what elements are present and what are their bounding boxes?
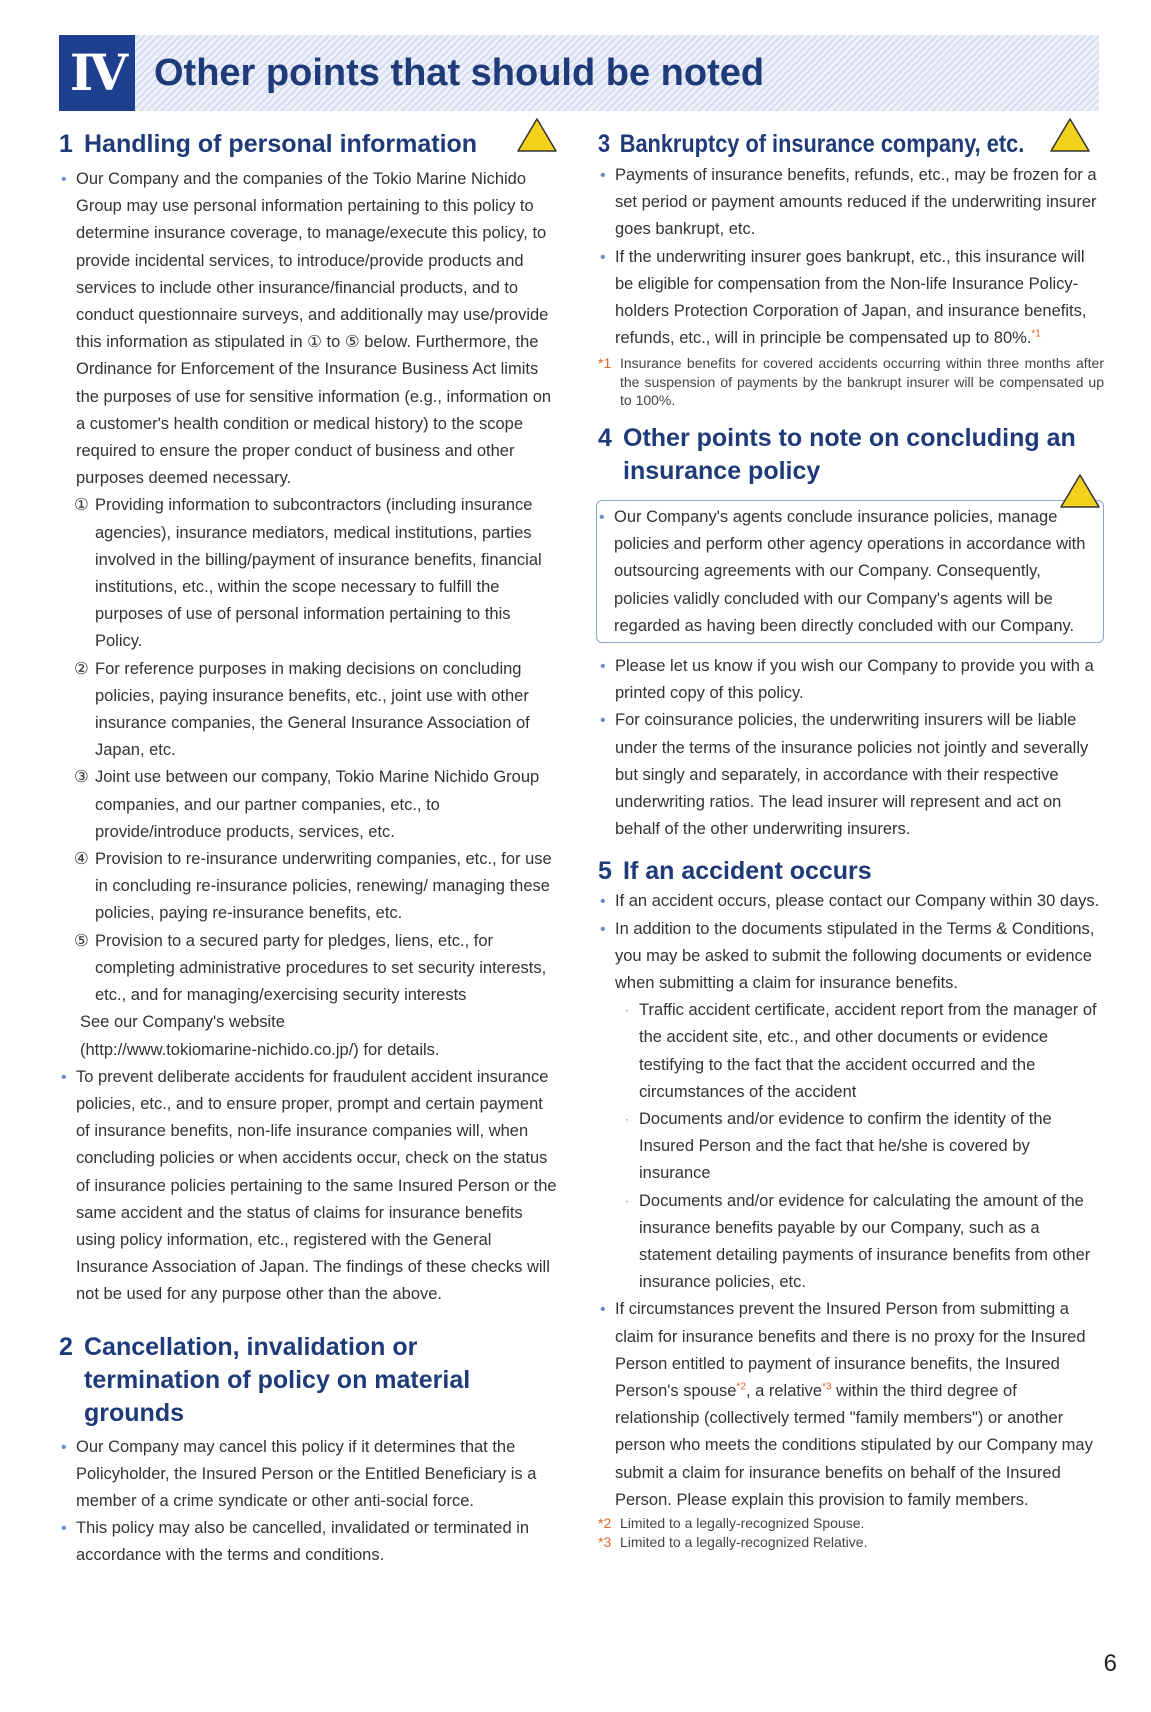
section-other-points [598,422,1104,843]
paragraph: • Payments of insurance benefits, refunds, etc., may be frozen for a set period or payment amounts reduced if the underwriting insurer goes bankrupt, etc. [600,166,1097,239]
section-heading: 4 Other points to note on concluding an insurance policy [598,423,1076,485]
list-item: ⑤ Provision to a secured party for pledges, liens, etc., for completing administrative procedures to set security interests, etc., and for managing/exercising security interests [74,931,547,1005]
paragraph: • To prevent deliberate accidents for fraudulent accident insurance policies, etc., and to ensure proper, prompt and certain payment of insurance benefits, non-life insurance companies will, when concluding policies or when accidents occur, check on the status of insurance policies pertaining to the same Insured Person or the same accident and the status of claims for insurance benefits using policy information, etc., registered with the General Insurance Association of Japan. The findings of these checks will not be used for any purpose other than the above. [61,1067,557,1304]
section-bankruptcy [598,128,1104,161]
footnote: *2 Limited to a legally-recognized Spouse. [598,1515,865,1532]
page-title: Other points that should be noted [154,52,765,94]
list-item: ③ Joint use between our company, Tokio Marine Nichido Group companies, and our partner companies, etc., to provide/introduce products, services, etc. [74,768,540,841]
website-link[interactable]: (http://www.tokiomarine-nichido.co.jp/) for details. [80,1040,440,1059]
website-note: See our Company's website [80,1013,285,1032]
list-item: ④ Provision to re-insurance underwriting companies, etc., for use in concluding re-insurance policies, renewing/ managing these policies, paying re-insurance benefits, etc. [74,850,552,923]
paragraph: • In addition to the documents stipulated in the Terms & Conditions, you may be asked to submit the following documents or evidence when submitting a claim for insurance benefits. [600,919,1095,992]
paragraph: • Our Company's agents conclude insurance policies, manage policies and perform other agency operations in accordance with outsourcing agreements with our Company. Consequently, policies validly concluded with our Company's agents will be regarded as having been directly concluded with our Company. [599,507,1086,635]
paragraph: • If the underwriting insurer goes bankrupt, etc., this insurance will be eligible for compensation from the Non-life Insurance Policy-holders Protection Corporation of Japan, and insurance benefits, refunds, etc., will in principle be compensated up to 80%.$^{*1}$ [600,247,1087,348]
warning-triangle-icon [515,116,559,154]
list-item: ① Providing information to subcontractors (including insurance agencies), insurance mediators, medical institutions, parties involved in the billing/payment of insurance benefits, financial institutions, etc., within the scope necessary to fulfill the purposes of use of personal information pertaining to this Policy. [74,496,542,651]
paragraph: • If circumstances prevent the Insured Person from submitting a claim for insurance benefits and there is no proxy for the Insured Person entitled to payment of insurance benefits, the Insured Person's spouse$^{*2}$, a relative$^{*3}$ within the third degree of relationship (collectively termed "family members") or another person who meets the conditions stipulated by our Company may submit a claim for insurance benefits on behalf of the Insured Person. Please explain this provision to family members. [600,1300,1093,1509]
list-item: · Documents and/or evidence for calculating the amount of the insurance benefits payable by our Company, such as a statement detailing payments of insurance benefits from other insurance policies, etc. [624,1191,1091,1292]
paragraph: • If an accident occurs, please contact our Company within 30 days. [600,892,1100,911]
list-item: ② For reference purposes in making decisions on concluding policies, paying insurance benefits, etc., joint use with other insurance companies, the General Insurance Association of Japan, etc. [74,659,530,760]
paragraph: • For coinsurance policies, the underwriting insurers will be liable under the terms of the insurance policies not jointly and severally but singly and separately, in accordance with their respective underwriting ratios. The lead insurer will represent and act on behalf of the other underwriting insurers. [600,711,1089,839]
section-heading: 1 Handling of personal information [59,130,478,158]
left-column [59,128,559,1570]
footnote: *3 Limited to a legally-recognized Relative. [598,1533,868,1550]
section-roman-numeral: IV [59,35,135,111]
agents-notice-box [596,500,1104,643]
paragraph: • Our Company and the companies of the Tokio Marine Nichido Group may use personal information pertaining to this policy to determine insurance coverage, to manage/execute this policy, to provide incidental services, to introduce/provide products and services to include other insurance/financial products, and to conduct questionnaire surveys, and additionally may use/provide this information as stipulated in ① to ⑤ below. Furthermore, the Ordinance for Enforcement of the Insurance Business Act limits the purposes of use for sensitive information (e.g., information on a customer's health condition or medical history) to the scope required to ensure the proper conduct of business and other purposes deemed necessary. [61,170,552,488]
section-personal-information [59,128,559,1309]
list-item: · Traffic accident certificate, accident report from the manager of the accident site, etc., and other documents or evidence testifying to the fact that the accident occurred and the circumstances of the accident [624,1001,1097,1101]
paragraph: • Please let us know if you wish our Company to provide you with a printed copy of this policy. [600,656,1094,703]
section-header [59,35,1099,111]
paragraph: • Our Company may cancel this policy if it determines that the Policyholder, the Insured Person or the Entitled Beneficiary is a member of a crime syndicate or other anti-social force. [61,1437,537,1510]
list-item: · Documents and/or evidence to confirm the identity of the Insured Person and the fact that he/she is covered by insurance [624,1109,1052,1183]
page-number: 6 [1103,1650,1117,1677]
section-heading: 3 Bankruptcy of insurance company, etc. [598,130,1025,158]
warning-triangle-icon [1048,116,1092,154]
footnote: *1 Insurance benefits for covered accidents occurring within three months after the suspension of payments by the bankrupt insurer will be compensated up to 100%. [598,355,1104,409]
section-accident [598,855,1104,1551]
section-heading: 2 Cancellation, invalidation or termination of policy on material grounds [59,1332,471,1427]
section-cancellation [59,1331,559,1570]
right-column [598,128,1104,1551]
section-heading: 5 If an accident occurs [598,857,872,886]
paragraph: • This policy may also be cancelled, invalidated or terminated in accordance with the terms and conditions. [61,1519,530,1565]
